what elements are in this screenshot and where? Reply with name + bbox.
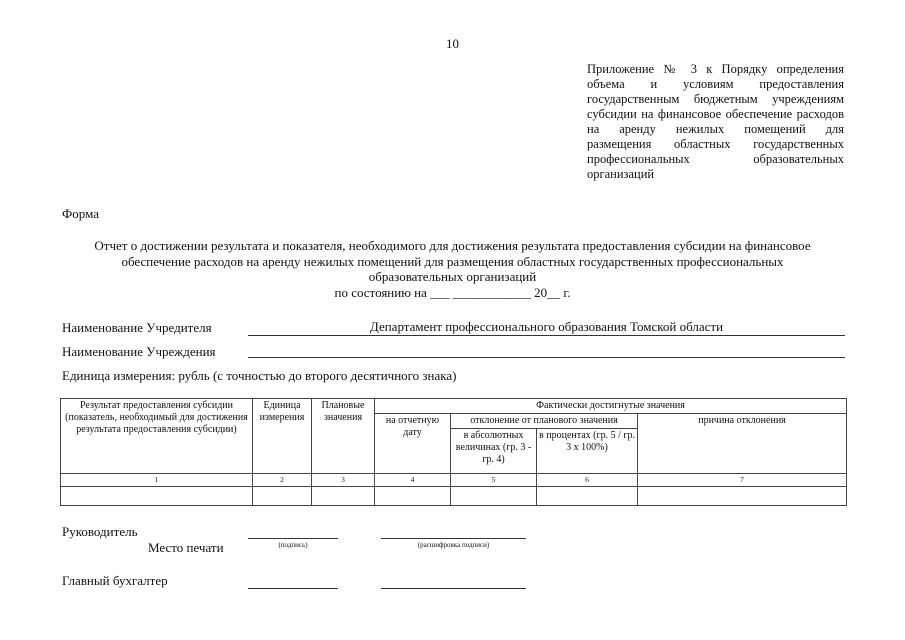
column-numbers-row: [61, 474, 847, 487]
decode-hint: (расшифровка подписи): [417, 541, 490, 549]
header-actual: Фактически достигнутые значения: [375, 399, 847, 414]
annex-reference: Приложение № 3 к Порядку определения объема и условиям предоставления государственным бюджетным учреждениям субсидии на финансовое обеспечение расходов на аренду нежилых помещений для размещения областных государственных профессиональных образовательных организаций: [587, 62, 844, 181]
accountant-decode-line: [381, 587, 526, 589]
report-title: [40, 238, 865, 300]
table-row: [61, 487, 847, 506]
table-cell: [61, 487, 253, 506]
founder-field: Департамент профессионального образования Томской области: [248, 319, 845, 336]
table-cell: [253, 487, 312, 506]
table-cell: [312, 487, 375, 506]
header-unit: Единица измерения: [253, 399, 312, 474]
table-cell: [375, 487, 451, 506]
accountant-label: Главный бухгалтер: [62, 573, 168, 588]
column-number: 5: [451, 474, 537, 487]
column-number: 2: [253, 474, 312, 487]
header-abs: в абсолютных величинах (гр. 3 - гр. 4): [451, 429, 537, 474]
table-cell: [638, 487, 847, 506]
seal-label: Место печати: [148, 540, 224, 555]
title-line-3: образовательных организаций: [368, 269, 537, 284]
header-percent: в процентах (гр. 5 / гр. 3 x 100%): [537, 429, 638, 474]
header-result: Результат предоставления субсидии (показатель, необходимый для достижения результата предоставления субсидии): [61, 399, 253, 474]
column-number: 6: [537, 474, 638, 487]
page-number: 10: [446, 36, 459, 51]
title-line-2: обеспечение расходов на аренду нежилых помещений для размещения областных государственных профессиональных: [121, 253, 784, 269]
title-date-line: по состоянию на ___ ____________ 20__ г.: [334, 284, 571, 300]
table-cell: [451, 487, 537, 506]
head-signature-line: [248, 537, 338, 539]
title-line-1: Отчет о достижении результата и показателя, необходимого для достижения результата предоставления субсидии на финансовое: [94, 238, 811, 253]
institution-label: Наименование Учреждения: [62, 344, 216, 359]
table-cell: [537, 487, 638, 506]
founder-label: Наименование Учредителя: [62, 320, 212, 335]
unit-of-measure: Единица измерения: рубль (с точностью до второго десятичного знака): [62, 368, 457, 383]
header-on-date: на отчетную дату: [375, 414, 451, 474]
head-decode-line: [381, 537, 526, 539]
institution-field: [248, 341, 845, 358]
header-plan: Плановые значения: [312, 399, 375, 474]
signature-hint: (подпись): [278, 541, 308, 549]
header-deviation: отклонение от планового значения: [451, 414, 638, 429]
head-label: Руководитель: [62, 524, 138, 539]
header-reason: причина отклонения: [638, 414, 847, 474]
column-number: 3: [312, 474, 375, 487]
column-number: 7: [638, 474, 847, 487]
accountant-signature-line: [248, 587, 338, 589]
column-number: 1: [61, 474, 253, 487]
form-label: Форма: [62, 206, 99, 221]
column-number: 4: [375, 474, 451, 487]
report-table: [60, 398, 847, 506]
